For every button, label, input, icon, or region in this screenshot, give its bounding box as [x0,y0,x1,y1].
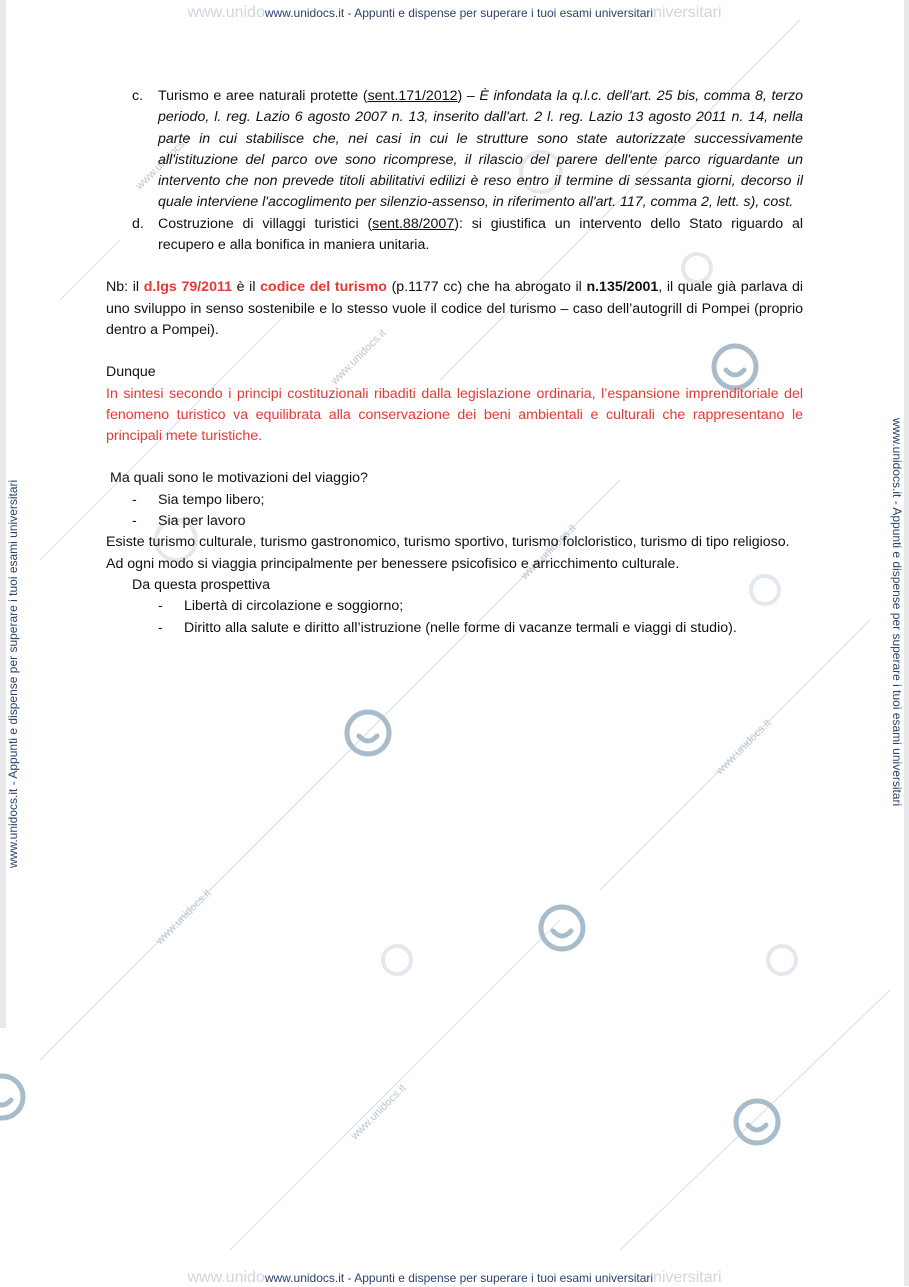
dunque-label: Dunque [106,364,156,381]
summary-paragraph: In sintesi secondo i principi costituzionali ribaditi dalla legislazione ordinaria, l’espansione imprenditoriale del fenomeno turistico va equilibrata alla conservazione dei beni ambientali e culturali che rappresentano le principali mete turistiche. [106,385,803,445]
list-item: - Sia tempo libero; [106,490,803,511]
sentence-reference: sent.171/2012 [367,88,458,104]
code-name: codice del turismo [260,279,387,296]
list-item: - Diritto alla salute e diritto all’istruzione (nelle forme di vacanze termali e viaggi di studio). [106,618,803,639]
list-item-d: d. Costruzione di villaggi turistici (sent.88/2007): si giustifica un intervento dello Stato riguardo al recupero e alla bonifica in maniera unitaria. [106,214,803,257]
diag-watermark: www.unidocs.it [133,132,194,193]
travel-summary: Ad ogni modo si viaggia principalmente per benessere psicofisico e arricchimento culturale. [106,555,680,572]
bullet-dash: - [132,513,137,530]
nb-paragraph: Nb: il d.lgs 79/2011 è il codice del turismo (p.1177 cc) che ha abrogato il n.135/2001, il quale già parlava di uno sviluppo in senso sostenibile e lo stesso vuole il codice del turismo – caso dell’autogrill di Pompei (proprio dentro a Pompei). [106,279,803,338]
list-item: - Sia per lavoro [106,511,803,532]
right-side-watermark: www.unidocs.it - Appunti e dispense per superare i tuoi esami universitari [890,418,904,807]
document-body [106,86,803,639]
diag-watermark: www.unidocs.it [153,887,214,948]
bullet-dash: - [132,491,137,508]
sentence-reference: sent.88/2007 [372,215,455,232]
list-item-c: c. Turismo e aree naturali protette (sent.171/2012) – È infondata la q.l.c. dell'art. 25 bis, comma 8, terzo periodo, l. reg. Lazio 6 agosto 2007 n. 13, inserito dall'art. 2 l. reg. Lazio 13 agosto 2011 n. 14, nella parte in cui stabilisce che, nei casi in cui le strutture sono state autorizzate successivamente all'istituzione del parco ove sono ricomprese, il rilascio del parere dell'ente parco riguardante un intervento che non prevede titoli abilitativi edilizi è reso entro il termine di sessanta giorni, decorso il quale interviene l'accoglimento per silenzio-assenso, in riferimento all'art. 117, comma 2, lett. s), cost. [106,86,803,214]
bottom-watermark: www.unidowww.unidocs.it - Appunti e dispense per superare i tuoi esami universitariniversitari [187,1269,722,1286]
tourism-types: Esiste turismo culturale, turismo gastronomico, turismo sportivo, turismo folcloristico, turismo di tipo religioso. [106,534,790,551]
list-marker: c. [132,88,144,104]
list-marker: d. [132,215,144,232]
diag-watermark: www.unidocs.it [713,717,774,778]
bullet-dash: - [158,598,163,615]
bullet-dash: - [158,619,163,636]
diag-watermark: www.unidocs.it [348,1082,409,1143]
top-watermark: www.unidowww.unidocs.it - Appunti e dispense per superare i tuoi esami universitariniversitari [187,4,722,21]
left-side-watermark: www.unidocs.it - Appunti e dispense per superare i tuoi esami universitari [6,479,20,868]
diag-watermark: www.unidocs.it [328,327,389,388]
diag-watermark: www.unidocs.it [518,522,579,583]
perspective-label: Da questa prospettiva [132,576,271,593]
law-reference: d.lgs 79/2011 [143,279,232,296]
list-item: - Libertà di circolazione e soggiorno; [106,596,803,617]
law-reference: n.135/2001 [586,279,659,296]
sentence-summary: È infondata la q.l.c. dell'art. 25 bis, comma 8, terzo periodo, l. reg. Lazio 6 agosto 2007 n. 13, inserito dall'art. 2 l. reg. Lazio 13 agosto 2011 n. 14, nella parte in cui stabilisce che, nei casi in cui le strutture sono state autorizzate successivamente all'istituzione del parco ove sono ricomprese, il rilascio del parere dell'ente parco riguardante un intervento che non prevede titoli abilitativi edilizi è reso entro il termine di sessanta giorni, decorso il quale interviene l'accoglimento per silenzio-assenso, in riferimento all'art. 117, comma 2, lett. s), cost. [158,88,804,211]
question-heading: Ma quali sono le motivazioni del viaggio? [110,470,368,487]
right-gutter [904,0,909,1286]
